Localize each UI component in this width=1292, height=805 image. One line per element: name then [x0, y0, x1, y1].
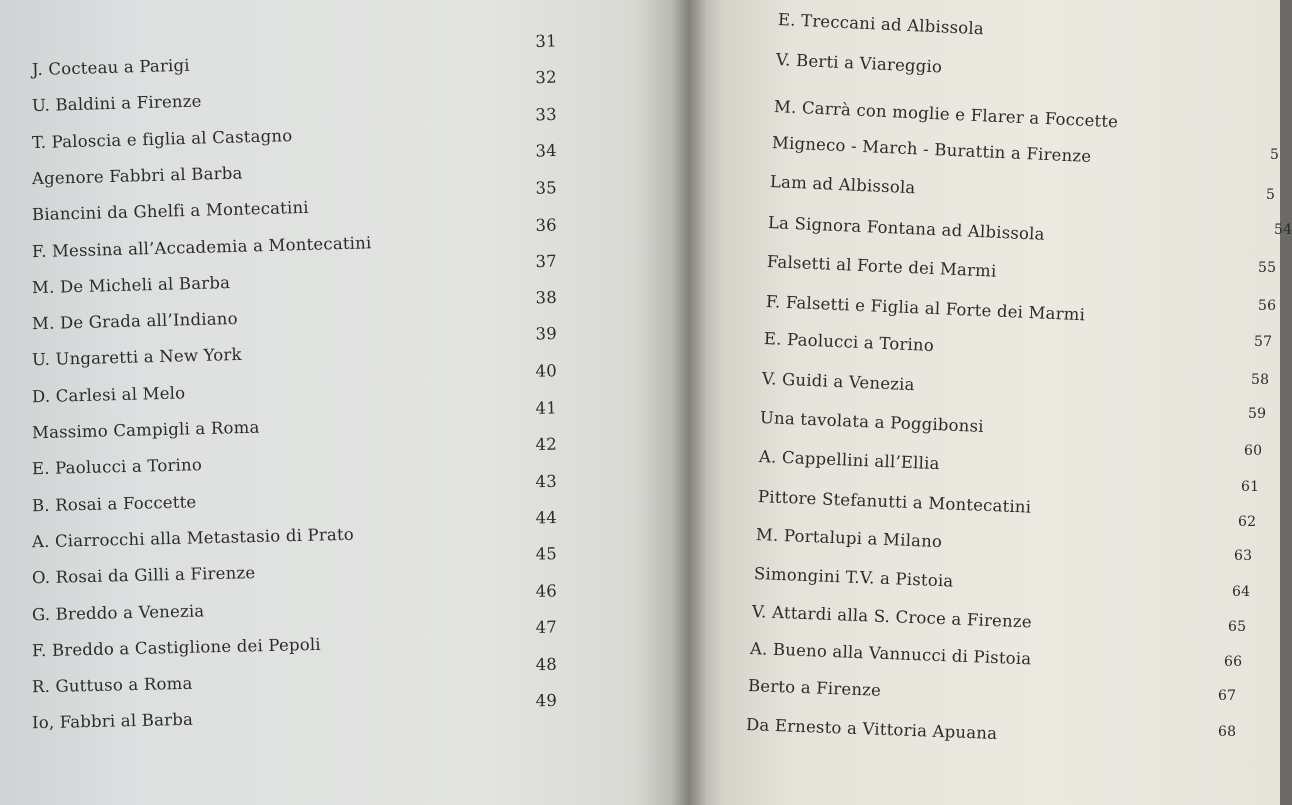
entry-title: A. Cappellini all’Ellia [758, 447, 940, 474]
entry-title: Pittore Stefanutti a Montecatini [757, 487, 1032, 517]
entry-title: M. De Micheli al Barba [31, 272, 231, 297]
entry-title: V. Guidi a Venezia [761, 369, 916, 395]
entry-title: Berto a Firenze [747, 676, 882, 700]
entry-title: R. Guttuso a Roma [31, 673, 193, 697]
entry-title: F. Messina all’Accademia a Montecatini [31, 232, 372, 261]
entry-page-number: 31 [535, 31, 558, 52]
entry-page-number: 65 [1228, 619, 1247, 635]
entry-title: D. Carlesi al Melo [31, 383, 186, 406]
entry-title: Da Ernesto a Vittoria Apuana [745, 715, 998, 744]
entry-title: La Signora Fontana ad Albissola [767, 213, 1046, 244]
entry-title: V. Berti a Viareggio [775, 50, 943, 77]
entry-page-number: 61 [1241, 479, 1260, 495]
entry-title: Io, Fabbri al Barba [31, 710, 194, 733]
entry-title: V. Attardi alla S. Croce a Firenze [751, 602, 1033, 632]
entry-page-number: 48 [535, 654, 558, 674]
entry-page-number: 34 [535, 141, 558, 161]
right-page-index [688, 0, 1292, 805]
entry-title: E. Paolucci a Torino [31, 455, 203, 479]
entry-page-number: 55 [1258, 260, 1277, 276]
index-entry [0, 691, 690, 739]
entry-title: E. Paolucci a Torino [763, 329, 935, 355]
entry-page-number: 42 [535, 434, 558, 455]
entry-page-number: 37 [535, 251, 558, 271]
entry-page-number: 5 [1270, 147, 1280, 163]
entry-page-number: 56 [1258, 298, 1277, 314]
entry-page-number: 64 [1232, 584, 1251, 600]
entry-page-number: 32 [535, 68, 558, 88]
entry-title: T. Paloscia e figlia al Castagno [31, 125, 293, 152]
entry-page-number: 68 [1218, 724, 1237, 740]
entry-page-number: 47 [535, 617, 558, 638]
entry-page-number: 67 [1218, 688, 1237, 704]
entry-page-number: 45 [535, 544, 558, 564]
entry-title: Biancini da Ghelfi a Montecatini [31, 197, 310, 225]
entry-title: J. Cocteau a Parigi [31, 55, 190, 80]
entry-title: A. Bueno alla Vannucci di Pistoia [749, 639, 1032, 669]
entry-page-number: 41 [535, 397, 558, 418]
entry-page-number: 66 [1224, 654, 1243, 670]
entry-page-number: 54 [1274, 222, 1292, 238]
entry-title: B. Rosai a Foccette [31, 491, 197, 515]
entry-page-number: 43 [535, 471, 558, 491]
entry-page-number: 44 [535, 507, 558, 528]
entry-title: U. Ungaretti a New York [31, 345, 242, 370]
entry-title: Falsetti al Forte dei Marmi [766, 252, 997, 281]
entry-title: M. Carrà con moglie e Flarer a Foccette [773, 97, 1119, 132]
entry-title: Massimo Campigli a Roma [31, 417, 260, 443]
entry-page-number: 46 [535, 581, 558, 601]
entry-page-number: 60 [1244, 443, 1263, 459]
entry-page-number: 39 [535, 324, 558, 345]
entry-page-number: 5 [1266, 187, 1276, 203]
entry-title: E. Treccani ad Albissola [777, 10, 985, 39]
entry-title: F. Falsetti e Figlia al Forte dei Marmi [765, 292, 1086, 325]
entry-title: M. De Grada all’Indiano [31, 309, 238, 334]
entry-title: U. Baldini a Firenze [31, 91, 202, 116]
entry-title: F. Breddo a Castiglione dei Pepoli [31, 634, 322, 661]
entry-title: O. Rosai da Gilli a Firenze [31, 563, 256, 588]
right-page [688, 0, 1292, 805]
entry-page-number: 58 [1251, 372, 1270, 388]
entry-title: M. Portalupi a Milano [755, 525, 943, 552]
entry-page-number: 33 [535, 104, 558, 125]
entry-title: G. Breddo a Venezia [31, 600, 205, 624]
entry-page-number: 63 [1234, 548, 1253, 564]
entry-page-number: 36 [535, 214, 558, 235]
entry-title: Simongini T.V. a Pistoia [753, 564, 954, 591]
entry-title: Agenore Fabbri al Barba [31, 163, 243, 189]
entry-page-number: 35 [535, 178, 558, 198]
entry-title: Migneco - March - Burattin a Firenze [771, 133, 1092, 166]
entry-page-number: 59 [1248, 406, 1267, 422]
entry-page-number: 62 [1238, 514, 1257, 530]
entry-title: A. Ciarrocchi alla Metastasio di Prato [31, 524, 355, 552]
entry-title: Una tavolata a Poggibonsi [759, 408, 985, 436]
entry-page-number: 38 [535, 287, 558, 308]
entry-title: Lam ad Albissola [769, 172, 916, 198]
entry-page-number: 40 [535, 361, 558, 381]
entry-page-number: 57 [1254, 334, 1273, 350]
entry-page-number: 49 [535, 691, 558, 711]
